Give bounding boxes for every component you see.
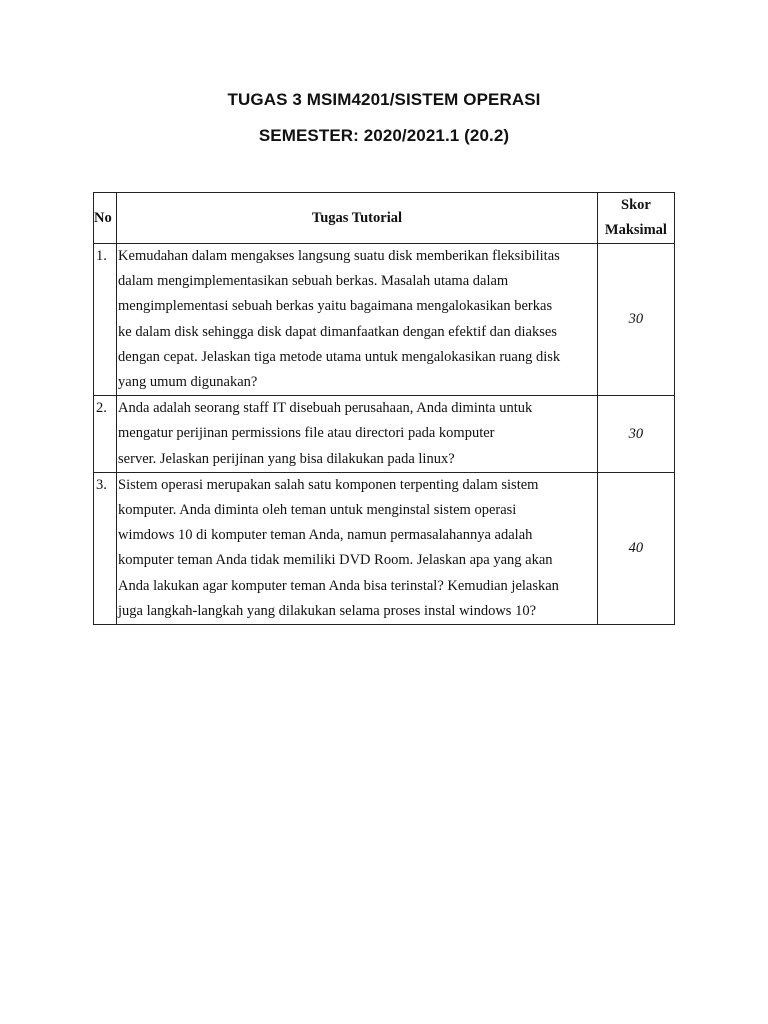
assignment-table [93,192,675,625]
task-text [117,396,598,473]
column-header-score-line1: Skor [621,197,651,213]
task-line: Sistem operasi merupakan salah satu komponen terpenting dalam sistem [118,476,539,493]
task-line: dengan cepat. Jelaskan tiga metode utama untuk mengalokasikan ruang disk [118,348,561,365]
task-line: mengimplementasi sebuah berkas yaitu bagaimana mengalokasikan berkas [118,298,553,315]
table-row [94,396,675,473]
row-number: 3. [94,472,117,624]
column-header-no: No [94,193,117,244]
max-score: 30 [597,244,674,396]
table-header-row [94,193,675,244]
table-row [94,244,675,396]
column-header-task: Tugas Tutorial [117,193,598,244]
task-line: Anda adalah seorang staff IT disebuah perusahaan, Anda diminta untuk [118,400,533,417]
semester-subtitle: SEMESTER: 2020/2021.1 (20.2) [258,126,510,145]
task-text [117,244,598,396]
max-score: 40 [597,472,674,624]
task-line: komputer teman Anda tidak memiliki DVD Room. Jelaskan apa yang akan [118,552,553,569]
task-line: wimdows 10 di komputer teman Anda, namun permasalahannya adalah [118,527,533,544]
task-line: yang umum digunakan? [118,374,258,391]
task-line: server. Jelaskan perijinan yang bisa dilakukan pada linux? [118,450,455,467]
column-header-score [597,193,674,244]
task-line: Anda lakukan agar komputer teman Anda bisa terinstal? Kemudian jelaskan [118,577,559,594]
row-number: 1. [94,244,117,396]
column-header-score-line2: Maksimal [604,222,667,238]
task-line: komputer. Anda diminta oleh teman untuk menginstal sistem operasi [118,502,517,519]
row-number: 2. [94,396,117,473]
task-text [117,472,598,624]
table-row [94,472,675,624]
task-line: Kemudahan dalam mengakses langsung suatu disk memberikan fleksibilitas [118,248,560,264]
task-line: juga langkah-langkah yang dilakukan selama proses instal windows 10? [118,602,537,619]
task-line: ke dalam disk sehingga disk dapat dimanfaatkan dengan efektif dan diakses [118,323,557,340]
document-title: TUGAS 3 MSIM4201/SISTEM OPERASI [227,90,541,109]
task-line: mengatur perijinan permissions file atau directori pada komputer [118,425,495,442]
task-line: dalam mengimplementasikan sebuah berkas. Masalah utama dalam [118,273,509,290]
max-score: 30 [597,396,674,473]
